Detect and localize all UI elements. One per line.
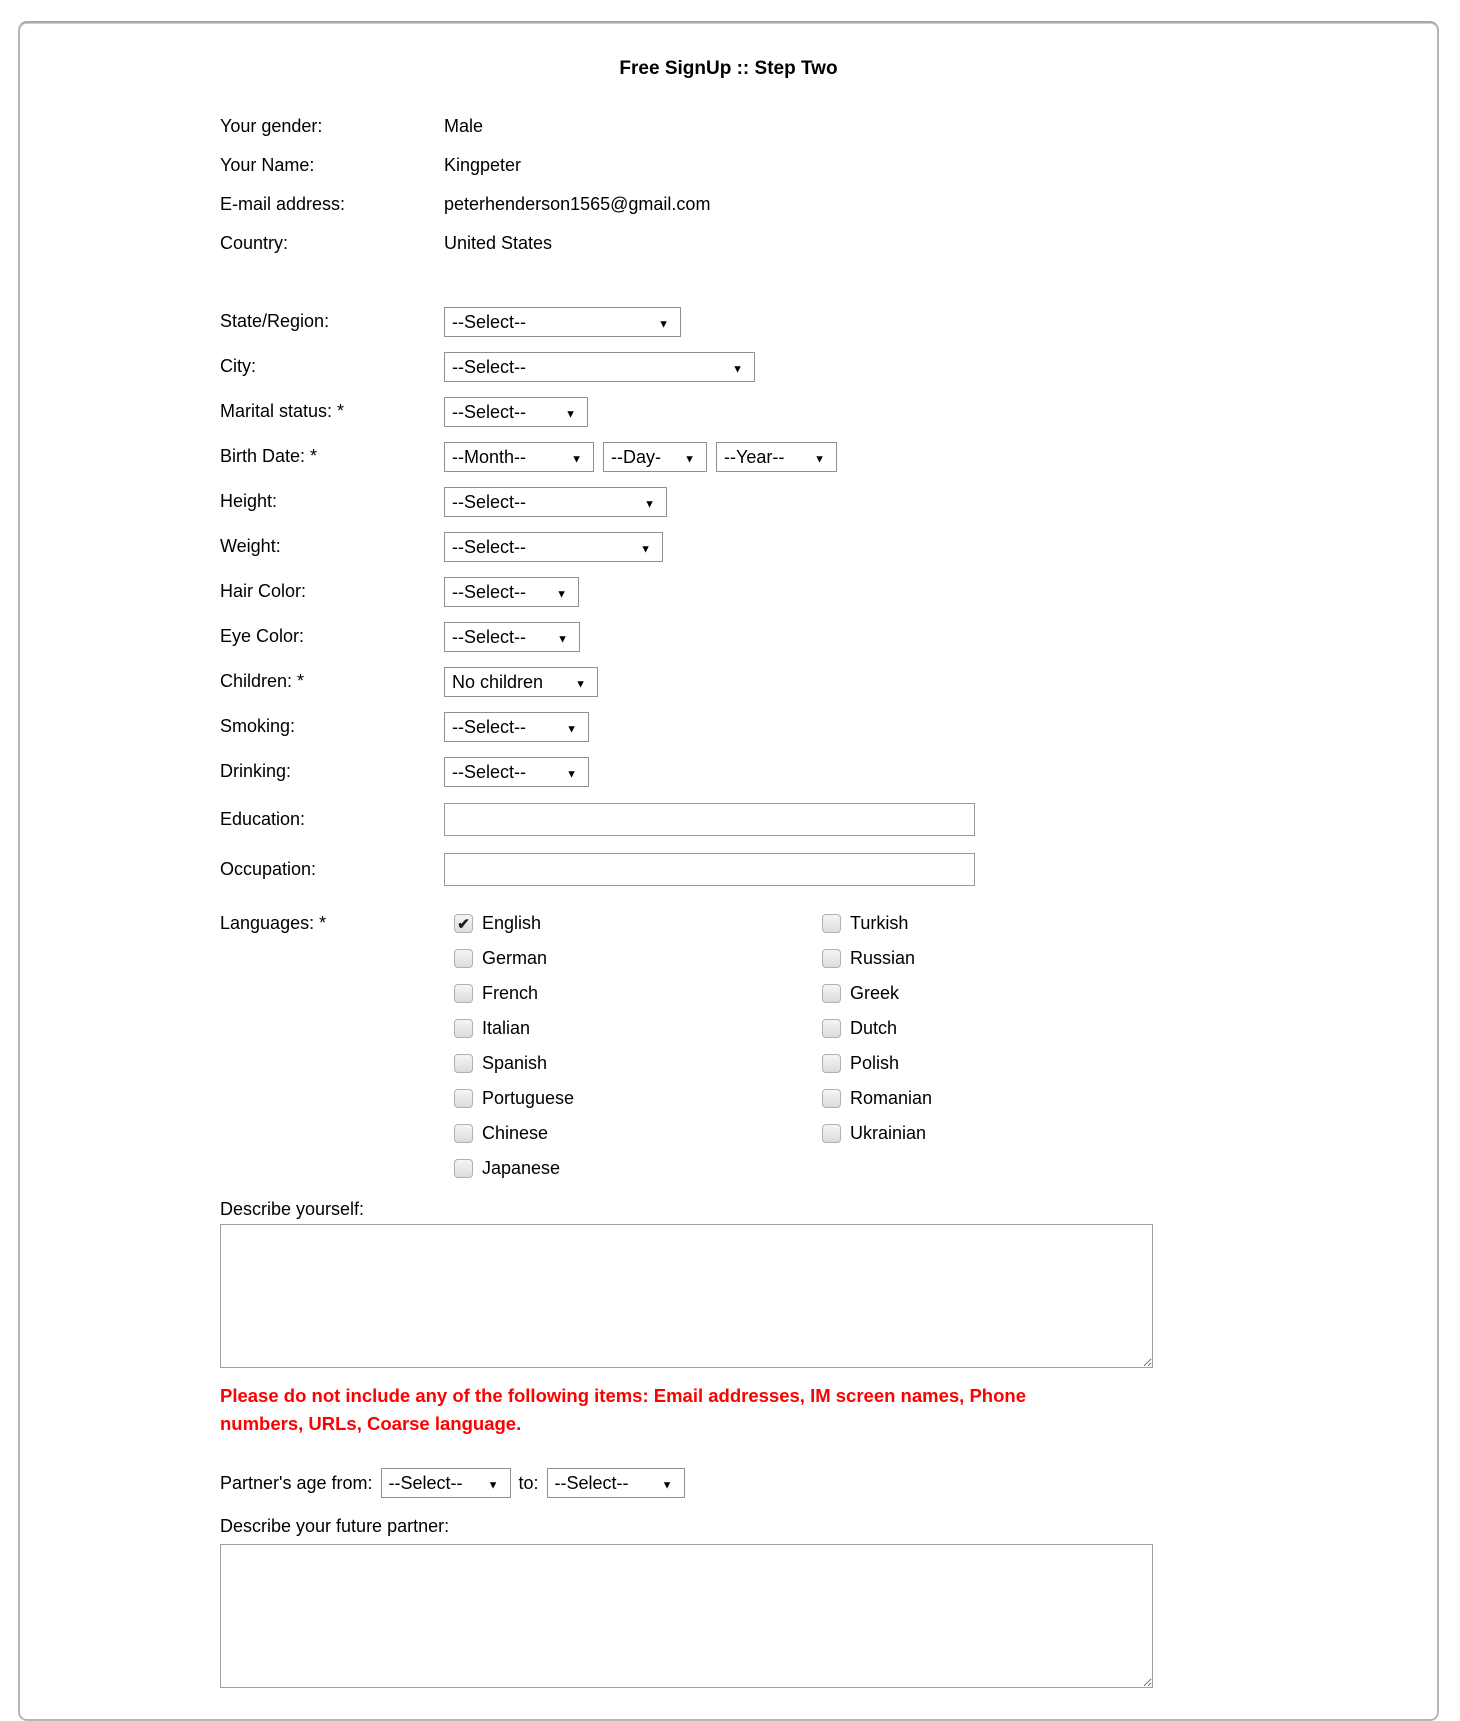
height-row (220, 479, 1437, 524)
language-option-polish (812, 1046, 932, 1081)
describe-yourself-label: Describe yourself: (220, 1198, 365, 1219)
smoking-select[interactable] (444, 712, 589, 742)
drinking-label: Drinking: (220, 761, 292, 781)
language-option-dutch (812, 1011, 932, 1046)
children-row (220, 659, 1437, 704)
checkbox-spanish[interactable] (454, 1054, 473, 1073)
smoking-label: Smoking: (220, 716, 296, 736)
partner-age-to-select[interactable] (547, 1468, 685, 1498)
describe-yourself-textarea[interactable] (220, 1224, 1153, 1368)
language-option-portuguese (444, 1081, 812, 1116)
drinking-row (220, 749, 1437, 794)
languages-left-column (444, 906, 812, 1186)
gender-label: Your gender: (220, 116, 323, 136)
language-label: Japanese (482, 1158, 561, 1178)
language-option-russian (812, 941, 932, 976)
occupation-input[interactable] (444, 853, 975, 886)
children-select[interactable] (444, 667, 598, 697)
check-icon (457, 915, 470, 933)
weight-label: Weight: (220, 536, 281, 556)
children-label: Children: * (220, 671, 305, 691)
languages-section (220, 906, 1437, 1186)
checkbox-polish[interactable] (822, 1054, 841, 1073)
marital-status-row (220, 389, 1437, 434)
height-select[interactable] (444, 487, 667, 517)
name-row (220, 146, 1437, 185)
birth-date-row (220, 434, 1437, 479)
language-option-romanian (812, 1081, 932, 1116)
language-label: French (482, 983, 539, 1003)
profile-summary (220, 107, 1437, 263)
checkbox-portuguese[interactable] (454, 1089, 473, 1108)
language-label: Dutch (850, 1018, 898, 1038)
education-row (220, 794, 1437, 844)
language-label: Romanian (850, 1088, 933, 1108)
describe-partner-label: Describe your future partner: (220, 1515, 450, 1536)
page-title: Free SignUp :: Step Two (619, 58, 838, 79)
describe-partner-textarea[interactable] (220, 1544, 1153, 1688)
language-option-japanese (444, 1151, 812, 1186)
name-label: Your Name: (220, 155, 315, 175)
language-label: English (482, 913, 542, 933)
checkbox-english[interactable] (454, 914, 473, 933)
checkbox-dutch[interactable] (822, 1019, 841, 1038)
language-option-greek (812, 976, 932, 1011)
language-label: Spanish (482, 1053, 548, 1073)
education-input[interactable] (444, 803, 975, 836)
city-select[interactable] (444, 352, 755, 382)
city-row (220, 344, 1437, 389)
checkbox-turkish[interactable] (822, 914, 841, 933)
email-label: E-mail address: (220, 194, 346, 214)
language-label: Chinese (482, 1123, 549, 1143)
email-value: peterhenderson1565@gmail.com (444, 194, 711, 214)
occupation-row (220, 844, 1437, 894)
height-label: Height: (220, 491, 278, 511)
hair-color-row (220, 569, 1437, 614)
language-label: Russian (850, 948, 916, 968)
language-label: Italian (482, 1018, 531, 1038)
smoking-row (220, 704, 1437, 749)
content-warning-text: Please do not include any of the following items: Email addresses, IM screen names, Phone numbers, URLs, Coarse language. (220, 1385, 1026, 1434)
language-label: German (482, 948, 548, 968)
hair-color-select[interactable] (444, 577, 579, 607)
gender-row (220, 107, 1437, 146)
language-label: Greek (850, 983, 900, 1003)
city-label: City: (220, 356, 256, 376)
occupation-label: Occupation: (220, 858, 317, 879)
partner-age-to-label: to: (518, 1472, 539, 1493)
weight-select[interactable] (444, 532, 663, 562)
name-value: Kingpeter (444, 155, 522, 175)
checkbox-chinese[interactable] (454, 1124, 473, 1143)
language-option-german (444, 941, 812, 976)
eye-color-label: Eye Color: (220, 626, 305, 646)
language-option-turkish (812, 906, 932, 941)
language-option-ukrainian (812, 1116, 932, 1151)
country-row (220, 224, 1437, 263)
partner-age-label: Partner's age from: (220, 1472, 373, 1493)
language-option-french (444, 976, 812, 1011)
weight-row (220, 524, 1437, 569)
checkbox-italian[interactable] (454, 1019, 473, 1038)
checkbox-ukrainian[interactable] (822, 1124, 841, 1143)
checkbox-french[interactable] (454, 984, 473, 1003)
language-option-italian (444, 1011, 812, 1046)
birth-month-select[interactable] (444, 442, 594, 472)
languages-right-column (812, 906, 932, 1186)
state-region-row (220, 299, 1437, 344)
marital-status-select[interactable] (444, 397, 588, 427)
language-option-spanish (444, 1046, 812, 1081)
checkbox-greek[interactable] (822, 984, 841, 1003)
language-label: Turkish (850, 913, 909, 933)
email-row (220, 185, 1437, 224)
checkbox-german[interactable] (454, 949, 473, 968)
country-label: Country: (220, 233, 289, 253)
birth-day-select[interactable] (603, 442, 707, 472)
language-label: Ukrainian (850, 1123, 927, 1143)
drinking-select[interactable] (444, 757, 589, 787)
checkbox-japanese[interactable] (454, 1159, 473, 1178)
checkbox-romanian[interactable] (822, 1089, 841, 1108)
hair-color-label: Hair Color: (220, 581, 307, 601)
birth-date-label: Birth Date: * (220, 446, 318, 466)
state-region-select[interactable] (444, 307, 681, 337)
checkbox-russian[interactable] (822, 949, 841, 968)
languages-label: Languages: * (220, 913, 327, 933)
marital-status-label: Marital status: * (220, 401, 345, 421)
language-label: Polish (850, 1053, 900, 1073)
language-option-english (444, 906, 812, 941)
birth-year-select[interactable] (716, 442, 837, 472)
state-region-label: State/Region: (220, 311, 330, 331)
partner-age-row (220, 1466, 1437, 1500)
language-label: Portuguese (482, 1088, 575, 1108)
gender-value: Male (444, 116, 484, 136)
eye-color-select[interactable] (444, 622, 580, 652)
eye-color-row (220, 614, 1437, 659)
partner-age-from-select[interactable] (381, 1468, 511, 1498)
signup-form-panel (18, 21, 1439, 1721)
country-value: United States (444, 233, 553, 253)
education-label: Education: (220, 808, 306, 829)
language-option-chinese (444, 1116, 812, 1151)
